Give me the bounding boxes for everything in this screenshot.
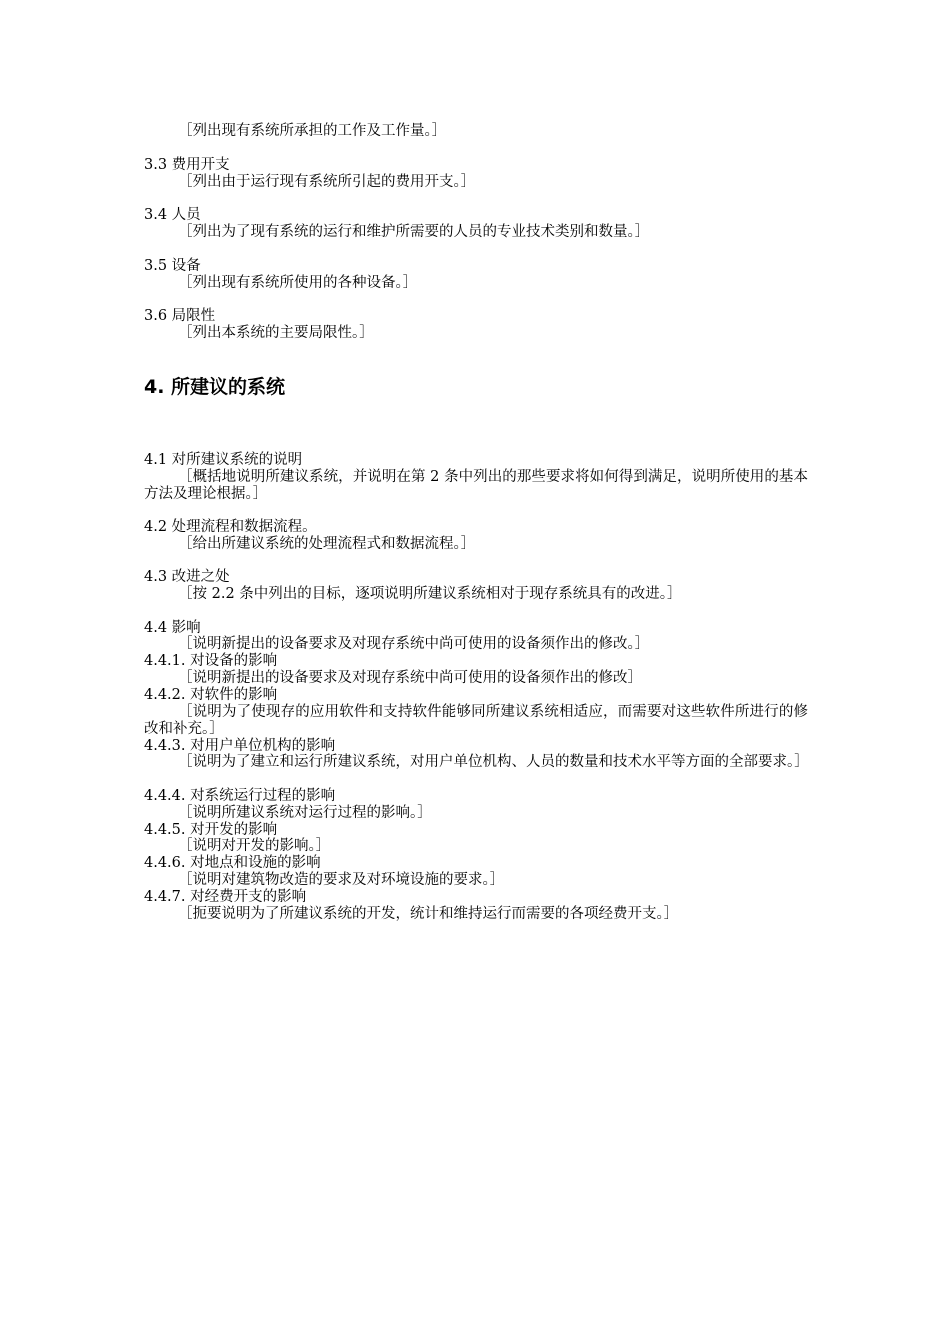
section-3-6-description: ［列出本系统的主要局限性。］: [178, 325, 374, 341]
section-4-4-5-heading: 4.4.5. 对开发的影响: [144, 822, 278, 838]
section-4-4-3-description: ［说明为了建立和运行所建议系统，对用户单位机构、人员的数量和技术水平等方面的全部要求。］: [178, 754, 809, 770]
section-4-1-description: ［概括地说明所建议系统，并说明在第 2 条中列出的那些要求将如何得到满足，说明所使用的基本方法及理论根据。］: [144, 469, 808, 502]
section-3-4-heading: 3.4 人员: [144, 207, 201, 223]
section-4-4-6-description: ［说明对建筑物改造的要求及对环境设施的要求。］: [178, 872, 505, 888]
section-3-4-description: ［列出为了现有系统的运行和维护所需要的人员的专业技术类别和数量。］: [178, 224, 650, 240]
section-4-4-6-heading: 4.4.6. 对地点和设施的影响: [144, 855, 321, 871]
section-4-4-heading: 4.4 影响: [144, 620, 201, 636]
section-4-1-heading: 4.1 对所建议系统的说明: [144, 452, 303, 468]
chapter-4-title: 4. 所建议的系统: [144, 376, 286, 398]
section-3-3-heading: 3.3 费用开支: [144, 157, 230, 173]
section-3-3-description: ［列出由于运行现有系统所引起的费用开支。］: [178, 174, 476, 190]
section-4-2-heading: 4.2 处理流程和数据流程。: [144, 519, 317, 535]
section-4-4-2-description: ［说明为了使现存的应用软件和支持软件能够同所建议系统相适应，而需要对这些软件所进行的修改和补充。］: [144, 704, 808, 737]
section-3-6-heading: 3.6 局限性: [144, 308, 216, 324]
section-4-4-3-heading: 4.4.3. 对用户单位机构的影响: [144, 738, 336, 754]
section-3-5-heading: 3.5 设备: [144, 258, 201, 274]
section-4-4-4-heading: 4.4.4. 对系统运行过程的影响: [144, 788, 336, 804]
section-4-4-5-description: ［说明对开发的影响。］: [178, 838, 331, 854]
section-4-4-7-description: ［扼要说明为了所建议系统的开发，统计和维持运行而需要的各项经费开支。］: [178, 906, 679, 922]
section-4-3-description: ［按 2.2 条中列出的目标，逐项说明所建议系统相对于现存系统具有的改进。］: [178, 586, 682, 602]
section-4-4-1-heading: 4.4.1. 对设备的影响: [144, 653, 278, 669]
section-3-5-description: ［列出现有系统所使用的各种设备。］: [178, 275, 418, 291]
section-4-4-description: ［说明新提出的设备要求及对现存系统中尚可使用的设备须作出的修改。］: [178, 636, 650, 652]
section-4-3-heading: 4.3 改进之处: [144, 569, 230, 585]
section-4-4-2-heading: 4.4.2. 对软件的影响: [144, 687, 278, 703]
section-4-4-7-heading: 4.4.7. 对经费开支的影响: [144, 889, 307, 905]
section-4-2-description: ［给出所建议系统的处理流程式和数据流程。］: [178, 536, 476, 552]
section-4-4-4-description: ［说明所建议系统对运行过程的影响。］: [178, 805, 432, 821]
section-4-4-1-description: ［说明新提出的设备要求及对现存系统中尚可使用的设备须作出的修改］: [178, 670, 642, 686]
section-3-2-description: ［列出现有系统所承担的工作及工作量。］: [178, 123, 447, 139]
